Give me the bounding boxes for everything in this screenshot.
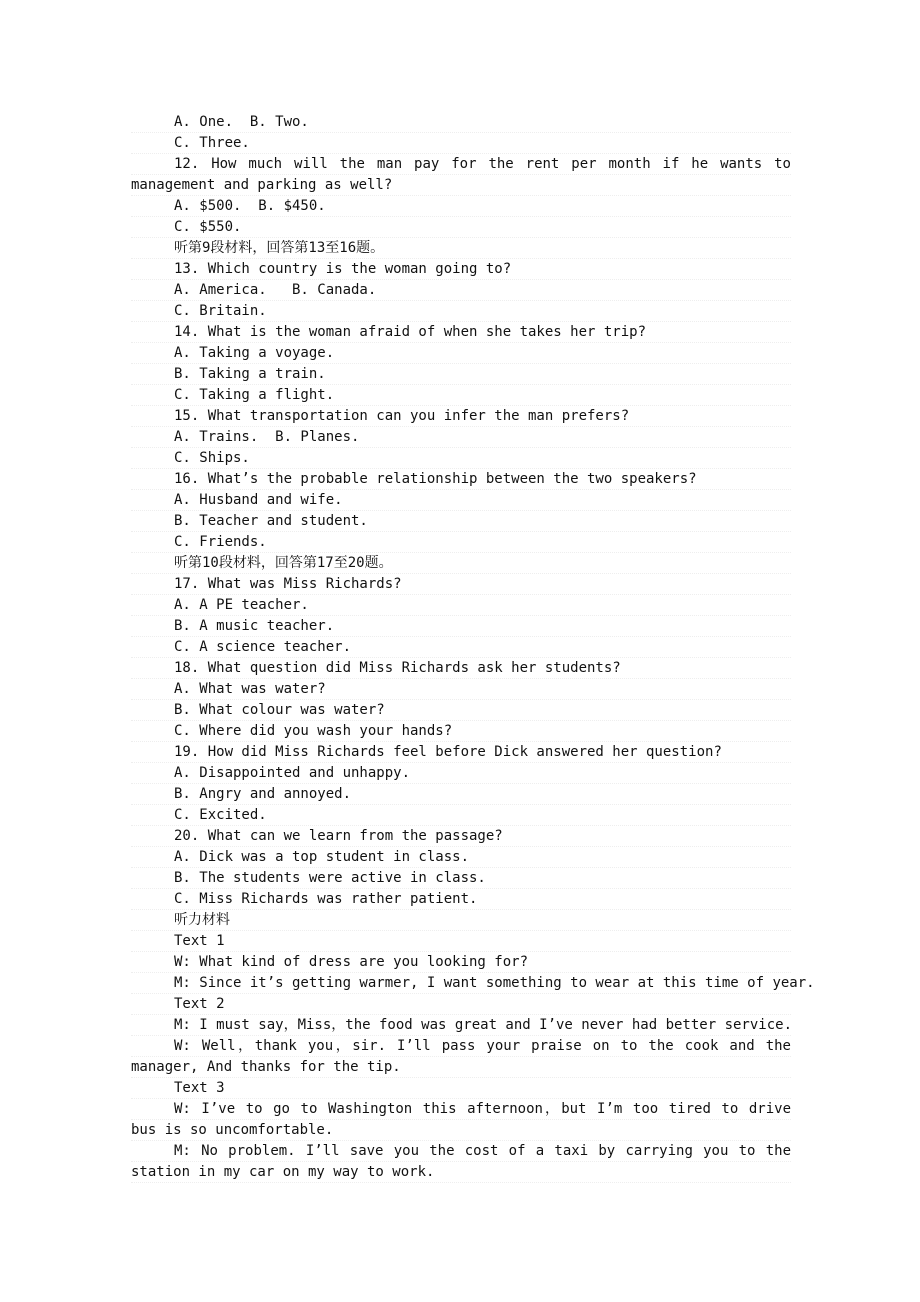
question-12: 12. How much will the man pay for the rent per month if he wants to [131,154,791,175]
option-line: C. Three. [131,133,791,154]
option-line: C. Britain. [131,301,791,322]
option-line: A. Trains. B. Planes. [131,427,791,448]
option-line: A. $500. B. $450. [131,196,791,217]
section-heading: 听第9段材料，回答第13至16题。 [131,238,791,259]
document-page [131,112,815,1183]
option-line: C. Friends. [131,532,791,553]
transcript-heading: 听力材料 [131,910,791,931]
dialogue-line: W: I’ve to go to Washington this afternoon，but I’m too tired to drive [131,1099,791,1120]
option-line: A. What was water? [131,679,791,700]
option-line: B. Teacher and student. [131,511,791,532]
dialogue-line: W: Well，thank you，sir. I’ll pass your praise on to the cook and the [131,1036,791,1057]
option-line: C. A science teacher. [131,637,791,658]
dialogue-line: M: Since it’s getting warmer, I want something to wear at this time of year. [131,973,791,994]
option-line: B. Taking a train. [131,364,791,385]
question-17: 17. What was Miss Richards? [131,574,791,595]
text-label: Text 1 [131,931,791,952]
dialogue-line-continued: manager, And thanks for the tip. [131,1057,791,1078]
option-line: C. Ships. [131,448,791,469]
option-line: A. Taking a voyage. [131,343,791,364]
option-line: A. A PE teacher. [131,595,791,616]
option-line: A. Dick was a top student in class. [131,847,791,868]
dialogue-line: W: What kind of dress are you looking for? [131,952,791,973]
dialogue-line: M: No problem. I’ll save you the cost of a taxi by carrying you to the [131,1141,791,1162]
option-line: C. Miss Richards was rather patient. [131,889,791,910]
text-label: Text 3 [131,1078,791,1099]
question-16: 16. What’s the probable relationship between the two speakers? [131,469,791,490]
dialogue-line-continued: station in my car on my way to work. [131,1162,791,1183]
section-heading: 听第10段材料，回答第17至20题。 [131,553,791,574]
option-line: A. Husband and wife. [131,490,791,511]
option-line: C. Excited. [131,805,791,826]
option-line: B. What colour was water? [131,700,791,721]
option-line: B. The students were active in class. [131,868,791,889]
text-label: Text 2 [131,994,791,1015]
option-line: C. Taking a flight. [131,385,791,406]
question-19: 19. How did Miss Richards feel before Dick answered her question? [131,742,791,763]
option-line: A. Disappointed and unhappy. [131,763,791,784]
option-line: C. $550. [131,217,791,238]
dialogue-line: M: I must say，Miss，the food was great and I’ve never had better service. [131,1015,791,1036]
question-13: 13. Which country is the woman going to? [131,259,791,280]
question-12-continued: management and parking as well? [131,175,791,196]
option-line: A. One. B. Two. [131,112,791,133]
question-20: 20. What can we learn from the passage? [131,826,791,847]
option-line: B. A music teacher. [131,616,791,637]
dialogue-line-continued: bus is so uncomfortable. [131,1120,791,1141]
question-18: 18. What question did Miss Richards ask her students? [131,658,791,679]
option-line: B. Angry and annoyed. [131,784,791,805]
question-15: 15. What transportation can you infer the man prefers? [131,406,791,427]
option-line: C. Where did you wash your hands? [131,721,791,742]
option-line: A. America. B. Canada. [131,280,791,301]
question-14: 14. What is the woman afraid of when she takes her trip? [131,322,791,343]
